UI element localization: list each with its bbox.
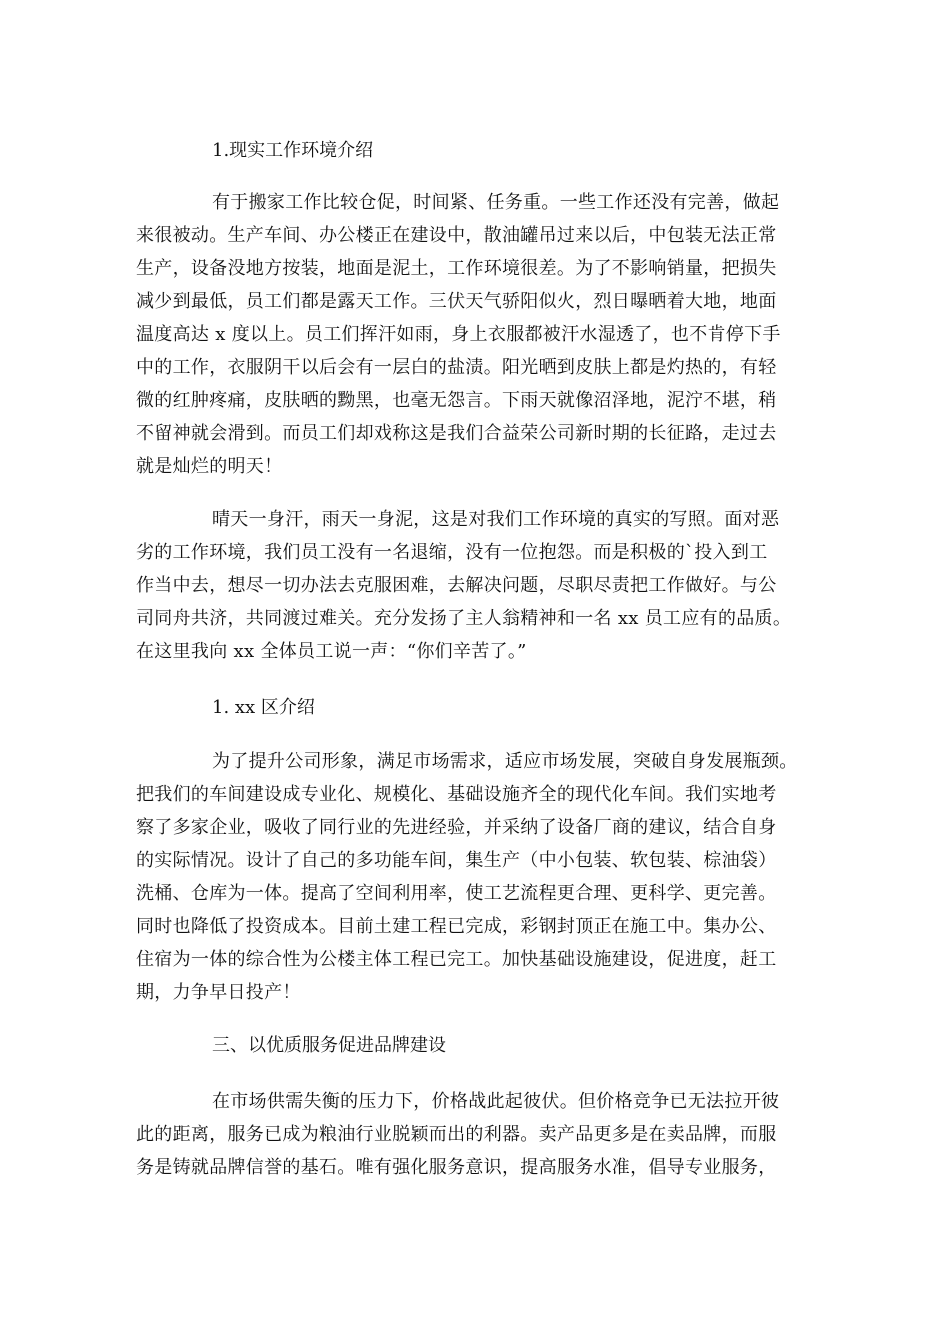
text-line: 温度高达 x 度以上。员工们挥汗如雨，身上衣服都被汗水湿透了，也不肯停下手: [136, 324, 781, 345]
text-line: 中的工作，衣服阴干以后会有一层白的盐渍。阳光晒到皮肤上都是灼热的，有轻: [136, 357, 777, 378]
text-line: 不留神就会滑到。而员工们却戏称这是我们合益荣公司新时期的长征路，走过去: [136, 423, 777, 444]
text-line: 来很被动。生产车间、办公楼正在建设中，散油罐吊过来以后，中包装无法正常: [136, 225, 777, 246]
text-line: 司同舟共济，共同渡过难关。充分发扬了主人翁精神和一名 xx 员工应有的品质。: [136, 608, 792, 629]
text-line: 在这里我向 xx 全体员工说一声：“你们辛苦了。”: [136, 641, 527, 662]
text-line: 洗桶、仓库为一体。提高了空间利用率，使工艺流程更合理、更科学、更完善。: [136, 883, 777, 904]
text-line: 微的红肿疼痛，皮肤晒的黝黑，也毫无怨言。下雨天就像沼泽地，泥泞不堪，稍: [136, 390, 777, 411]
text-line: 同时也降低了投资成本。目前土建工程已完成，彩钢封顶正在施工中。集办公、: [136, 916, 777, 937]
text-line: 的实际情况。设计了自己的多功能车间，集生产（中小包装、软包装、棕油袋）: [136, 850, 777, 871]
text-line: 为了提升公司形象，满足市场需求，适应市场发展，突破自身发展瓶颈。: [212, 751, 798, 772]
text-line: 劣的工作环境，我们员工没有一名退缩，没有一位抱怨。而是积极的`投入到工: [136, 542, 768, 563]
text-line: 察了多家企业，吸收了同行业的先进经验，并采纳了设备厂商的建议，结合自身: [136, 817, 777, 838]
text-line: 住宿为一体的综合性为公楼主体工程已完工。加快基础设施建设，促进度，赶工: [136, 949, 777, 970]
text-line: 期，力争早日投产！: [136, 982, 301, 1003]
paragraph-sunny-rainy: [136, 503, 816, 668]
paragraph-moving-work: [136, 186, 816, 483]
text-line: 生产，设备没地方按装，地面是泥土，工作环境很差。为了不影响销量，把损失: [136, 258, 777, 279]
section-heading-quality-service: 三、以优质服务促进品牌建设: [212, 1035, 446, 1056]
text-line: 作当中去，想尽一切办法去克服困难，去解决问题，尽职尽责把工作做好。与公: [136, 575, 777, 596]
text-line: 把我们的车间建设成专业化、规模化、基础设施齐全的现代化车间。我们实地考: [136, 784, 777, 805]
text-line: 就是灿烂的明天！: [136, 456, 283, 477]
section-heading-work-environment: 1.现实工作环境介绍: [212, 140, 374, 161]
text-line: 减少到最低，员工们都是露天工作。三伏天气骄阳似火，烈日曝晒着大地，地面: [136, 291, 777, 312]
text-line: 务是铸就品牌信誉的基石。唯有强化服务意识，提高服务水准，倡导专业服务，: [136, 1157, 777, 1178]
section-heading-xx-area: 1. xx 区介绍: [212, 697, 315, 718]
text-line: 在市场供需失衡的压力下，价格战此起彼伏。但价格竞争已无法拉开彼: [212, 1091, 780, 1112]
text-line: 晴天一身汗，雨天一身泥，这是对我们工作环境的真实的写照。面对恶: [212, 509, 780, 530]
text-line: 此的距离，服务已成为粮油行业脱颖而出的利器。卖产品更多是在卖品牌，而服: [136, 1124, 777, 1145]
text-line: 有于搬家工作比较仓促，时间紧、任务重。一些工作还没有完善，做起: [212, 192, 780, 213]
paragraph-company-image: [136, 745, 816, 1009]
paragraph-market-pressure: [136, 1085, 816, 1184]
